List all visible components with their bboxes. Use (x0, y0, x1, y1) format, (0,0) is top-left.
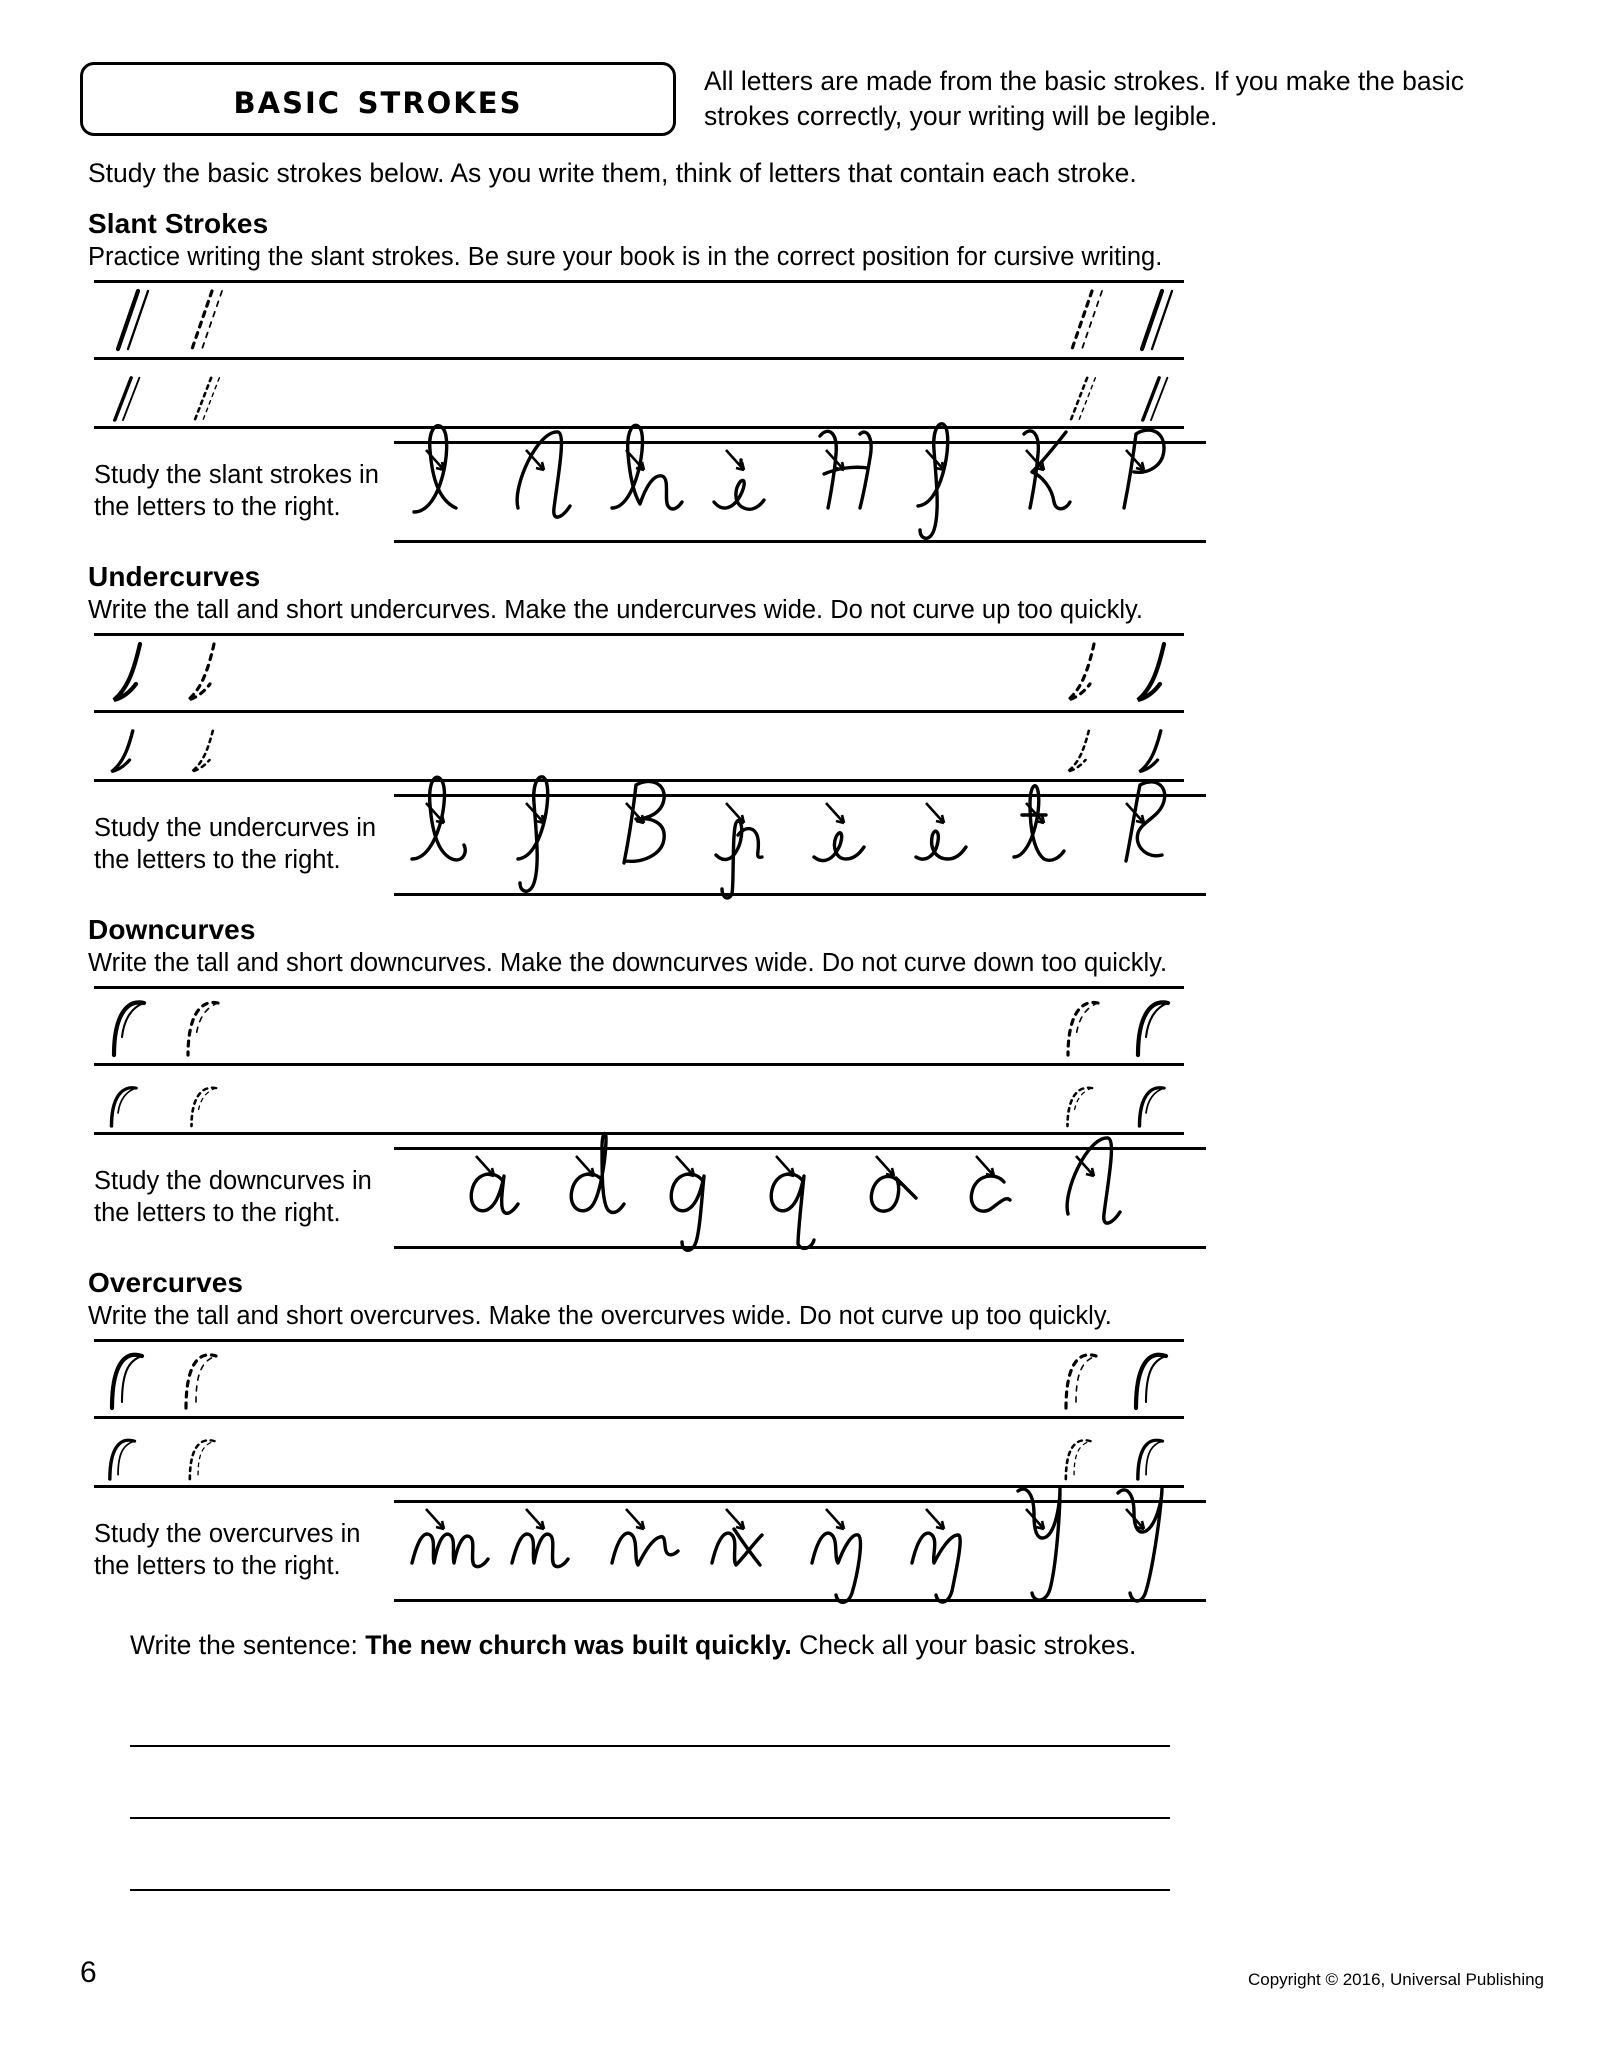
study-label-overcurves (94, 1519, 394, 1583)
study-row-downcurves (80, 1147, 1544, 1249)
trace-stroke-overcurve-short-dotted[interactable] (180, 1431, 228, 1485)
section-slant (80, 208, 1544, 543)
trace-stroke-overcurve-right-dotted[interactable] (1054, 1342, 1112, 1416)
section-title-slant: Slant Strokes (88, 208, 269, 240)
trace-stroke-undercurve-right-dotted[interactable] (1054, 636, 1112, 710)
trace-stroke-slant-short-dotted[interactable] (180, 372, 228, 426)
section-undercurves (80, 561, 1544, 896)
study-label-line2-downcurves: the letters to the right. (94, 1199, 341, 1228)
sentence-prompt (80, 1630, 1544, 1661)
model-stroke-overcurve-solid (100, 1342, 158, 1416)
page-footer (80, 1956, 1544, 1990)
practice-line-tall-slant[interactable] (94, 280, 1184, 360)
blank-writing-lines[interactable] (80, 1675, 1544, 1891)
trace-stroke-downcurve-right-dotted[interactable] (1054, 989, 1112, 1063)
trace-stroke-downcurve-dotted[interactable] (174, 989, 232, 1063)
trace-stroke-undercurve-short-dotted[interactable] (180, 725, 228, 779)
lead-instruction: Study the basic strokes below. As you write them, think of letters that contain each stroke. (88, 158, 1137, 188)
study-label-undercurves (94, 813, 394, 877)
trace-stroke-slant-dotted[interactable] (174, 283, 232, 357)
practice-lines-slant[interactable] (80, 280, 1544, 429)
writing-line[interactable] (130, 1819, 1170, 1891)
practice-lines-overcurves[interactable] (80, 1339, 1544, 1488)
study-row-undercurves (80, 794, 1544, 896)
practice-line-tall-overcurves[interactable] (94, 1339, 1184, 1419)
model-stroke-overcurve-right-solid (1124, 1342, 1182, 1416)
model-stroke-undercurve-solid (100, 636, 158, 710)
study-label-line1-overcurves: Study the overcurves in (94, 1520, 361, 1549)
letters-band-overcurves (394, 1500, 1206, 1602)
model-stroke-downcurve-short-solid (100, 1078, 148, 1132)
sentence-suffix: Check all your basic strokes. (791, 1629, 1137, 1660)
section-title-overcurves: Overcurves (88, 1267, 244, 1299)
study-label-line2-slant: the letters to the right. (94, 493, 341, 522)
model-stroke-overcurve-short-solid (100, 1431, 148, 1485)
section-description-undercurves: Write the tall and short undercurves. Make the undercurves wide. Do not curve up too quickly. (88, 596, 1144, 625)
copyright-notice: Copyright © 2016, Universal Publishing (1247, 1970, 1544, 1989)
study-row-overcurves (80, 1500, 1544, 1602)
trace-stroke-downcurve-short-dotted[interactable] (180, 1078, 228, 1132)
sentence-target-text: The new church was built quickly. (365, 1629, 792, 1660)
section-description-downcurves: Write the tall and short downcurves. Make the downcurves wide. Do not curve down too quickly. (88, 949, 1168, 978)
practice-line-tall-undercurves[interactable] (94, 633, 1184, 713)
section-title-undercurves: Undercurves (88, 561, 261, 593)
section-overcurves (80, 1267, 1544, 1602)
section-description-slant: Practice writing the slant strokes. Be sure your book is in the correct position for cursive writing. (88, 243, 1163, 272)
sections-container (80, 208, 1544, 1602)
section-description-overcurves: Write the tall and short overcurves. Make the overcurves wide. Do not curve up too quickly. (88, 1302, 1112, 1331)
page-title: basic strokes (233, 74, 523, 123)
study-label-downcurves (94, 1166, 394, 1230)
writing-line[interactable] (130, 1747, 1170, 1819)
trace-stroke-overcurve-dotted[interactable] (174, 1342, 232, 1416)
study-label-line2-undercurves: the letters to the right. (94, 846, 341, 875)
page-header (80, 0, 1544, 136)
letters-band-downcurves (394, 1147, 1206, 1249)
model-stroke-undercurve-short-solid (100, 725, 148, 779)
page-number: 6 (80, 1956, 97, 1989)
model-stroke-downcurve-solid (100, 989, 158, 1063)
letters-band-undercurves (394, 794, 1206, 896)
section-title-downcurves: Downcurves (88, 914, 256, 946)
writing-line[interactable] (130, 1675, 1170, 1747)
practice-line-tall-downcurves[interactable] (94, 986, 1184, 1066)
model-stroke-slant-right-solid (1124, 283, 1182, 357)
study-row-slant (80, 441, 1544, 543)
practice-lines-undercurves[interactable] (80, 633, 1544, 782)
model-stroke-slant-short-solid (100, 372, 148, 426)
model-stroke-downcurve-right-solid (1124, 989, 1182, 1063)
sentence-prefix: Write the sentence: (130, 1629, 366, 1660)
trace-stroke-undercurve-dotted[interactable] (174, 636, 232, 710)
study-label-slant (94, 460, 394, 524)
study-label-line1-slant: Study the slant strokes in (94, 461, 379, 490)
title-plate (80, 62, 676, 136)
model-stroke-undercurve-right-solid (1124, 636, 1182, 710)
study-label-line1-undercurves: Study the undercurves in (94, 814, 377, 843)
section-downcurves (80, 914, 1544, 1249)
model-stroke-slant-solid (100, 283, 158, 357)
header-intro-text: All letters are made from the basic strokes. If you make the basic strokes correctly, your writing will be legible. (704, 66, 1464, 131)
practice-lines-downcurves[interactable] (80, 986, 1544, 1135)
study-label-line1-downcurves: Study the downcurves in (94, 1167, 372, 1196)
trace-stroke-slant-right-dotted[interactable] (1054, 283, 1112, 357)
study-label-line2-overcurves: the letters to the right. (94, 1551, 341, 1580)
letters-band-slant (394, 441, 1206, 543)
